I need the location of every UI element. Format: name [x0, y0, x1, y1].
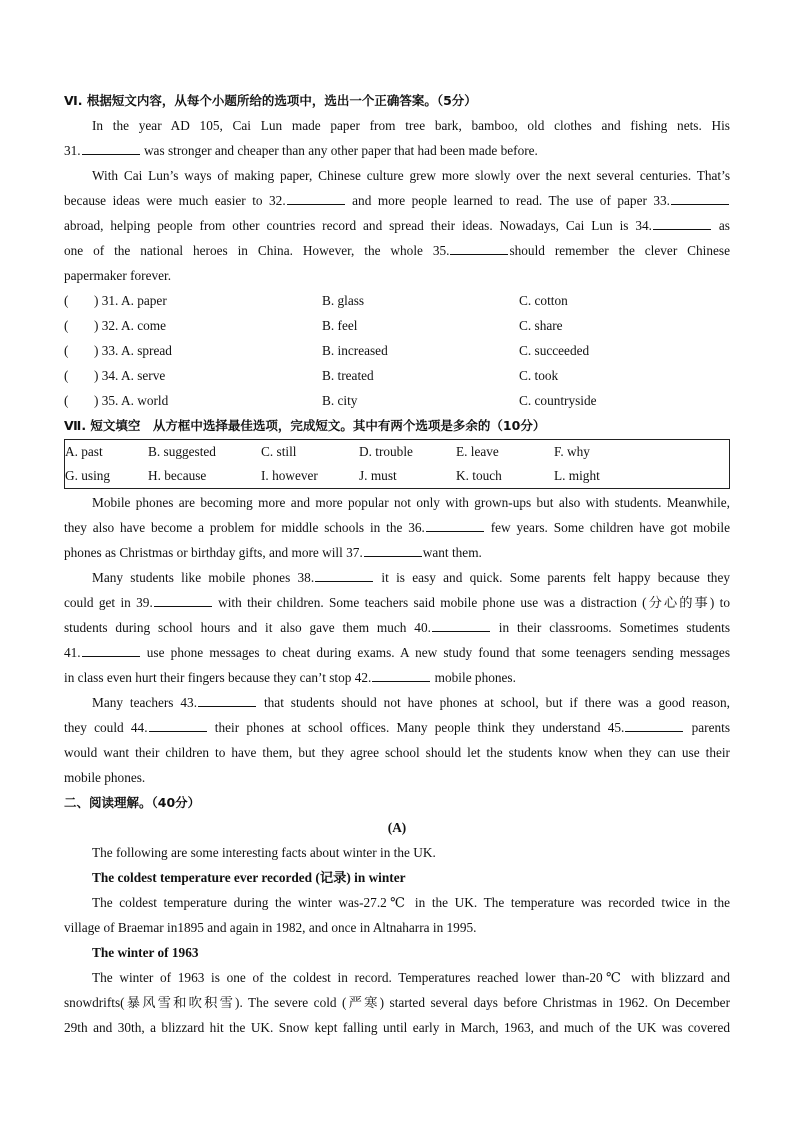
subheading: The winter of 1963: [92, 945, 199, 960]
reading-part-label: (A): [387, 820, 407, 835]
passage-line: Many teachers 43. that students should not have phones at school, but if there was a good reason,: [92, 695, 730, 710]
word-bank-box: [64, 439, 730, 489]
answer-blank: [671, 192, 729, 205]
word-option: G. using: [65, 468, 111, 483]
passage-line: they also have become a problem for middle schools in the 36. few years. Some children have got mobile: [64, 520, 730, 535]
passage-line: 29th and 30th, a blizzard hit the UK. Snow kept falling until early in March, 1963, and much of the UK was covered: [64, 1020, 730, 1035]
passage-line: snowdrifts(暴风雪和吹积雪). The severe cold (严寒) started several days before Christmas in 1962. On December: [64, 995, 730, 1010]
word-option: D. trouble: [359, 444, 413, 459]
word-option: J. must: [359, 468, 397, 483]
passage-line: village of Braemar in1895 and again in 1982, and once in Altnaharra in 1995.: [64, 920, 477, 935]
answer-blank: [653, 217, 711, 230]
passage-line: could get in 39. with their children. Some teachers said mobile phone use was a distraction (分心的事) to: [64, 595, 730, 610]
answer-blank: [364, 544, 422, 557]
passage-line: Mobile phones are becoming more and more popular not only with grown-ups but also with students. Meanwhile,: [92, 495, 730, 510]
word-option: I. however: [261, 468, 318, 483]
passage-line: 41. use phone messages to cheat during exams. A new study found that some teenagers sending messages: [64, 645, 730, 660]
question-row: ( ) 32. A. come B. feel C. share: [64, 318, 563, 333]
passage-line: because ideas were much easier to 32. and more people learned to read. The use of paper 33.: [64, 188, 730, 213]
passage-line: The coldest temperature during the winter was-27.2℃ in the UK. The temperature was recorded twice in the: [92, 895, 730, 910]
section6-heading: Ⅵ. 根据短文内容，从每个小题所给的选项中，选出一个正确答案。（5分）: [64, 93, 477, 108]
answer-blank: [287, 192, 345, 205]
passage-line: phones as Christmas or birthday gifts, and more will 37. want them.: [64, 545, 482, 560]
answer-blank: [82, 142, 140, 155]
passage-line: papermaker forever.: [64, 268, 172, 283]
passage-line: The following are some interesting facts about winter in the UK.: [92, 845, 436, 860]
passage-line: they could 44. their phones at school offices. Many people think they understand 45. parents: [64, 720, 730, 735]
answer-blank: [432, 619, 490, 632]
worksheet-page: [64, 88, 730, 1040]
passage-line: students during school hours and it also gave them much 40. in their classrooms. Sometimes students: [64, 620, 730, 635]
answer-blank: [198, 694, 256, 707]
passage-line: The winter of 1963 is one of the coldest in record. Temperatures reached lower than-20℃ with blizzard and: [92, 970, 730, 985]
passage-line: in class even hurt their fingers because they can’t stop 42. mobile phones.: [64, 670, 516, 685]
word-option: C. still: [261, 444, 297, 459]
word-option: H. because: [148, 468, 207, 483]
word-option: K. touch: [456, 468, 502, 483]
answer-blank: [426, 519, 484, 532]
question-row: ( ) 31. A. paper B. glass C. cotton: [64, 293, 568, 308]
question-list: [64, 288, 730, 413]
word-option: E. leave: [456, 444, 499, 459]
word-option: A. past: [65, 444, 103, 459]
passage-line: one of the national heroes in China. However, the whole 35. should remember the clever Chinese: [64, 243, 730, 258]
passage-line: With Cai Lun’s ways of making paper, Chinese culture grew more slowly over the next several centuries. That’s: [92, 168, 730, 183]
answer-blank: [154, 594, 212, 607]
subheading: The coldest temperature ever recorded (记录) in winter: [92, 870, 406, 885]
answer-blank: [625, 719, 683, 732]
word-bank-row: [65, 464, 729, 488]
passage-line: Many students like mobile phones 38. it is easy and quick. Some parents felt happy because they: [92, 570, 730, 585]
answer-blank: [372, 669, 430, 682]
reading-heading: 二、阅读理解。（40分）: [64, 795, 201, 810]
question-row: ( ) 34. A. serve B. treated C. took: [64, 368, 559, 383]
word-option: F. why: [554, 444, 590, 459]
answer-blank: [315, 569, 373, 582]
passage-line: abroad, helping people from other countries record and spread their ideas. Nowadays, Cai Lun is 34. as: [64, 218, 730, 233]
answer-blank: [450, 242, 508, 255]
question-row: ( ) 33. A. spread B. increased C. succeeded: [64, 343, 590, 358]
passage-line: mobile phones.: [64, 770, 146, 785]
passage-line: would want their children to have them, but they agree school should let the students know when they can use their: [64, 745, 730, 760]
section7-heading: Ⅶ. 短文填空 从方框中选择最佳选项，完成短文。其中有两个选项是多余的（10分）: [64, 418, 546, 433]
answer-blank: [149, 719, 207, 732]
question-row: ( ) 35. A. world B. city C. countryside: [64, 393, 597, 408]
passage-line: In the year AD 105, Cai Lun made paper from tree bark, bamboo, old clothes and fishing nets. His: [92, 118, 730, 133]
word-option: B. suggested: [148, 444, 216, 459]
passage-line: 31. was stronger and cheaper than any other paper that had been made before.: [64, 143, 538, 158]
word-bank-row: [65, 440, 729, 464]
word-option: L. might: [554, 468, 600, 483]
answer-blank: [82, 644, 140, 657]
